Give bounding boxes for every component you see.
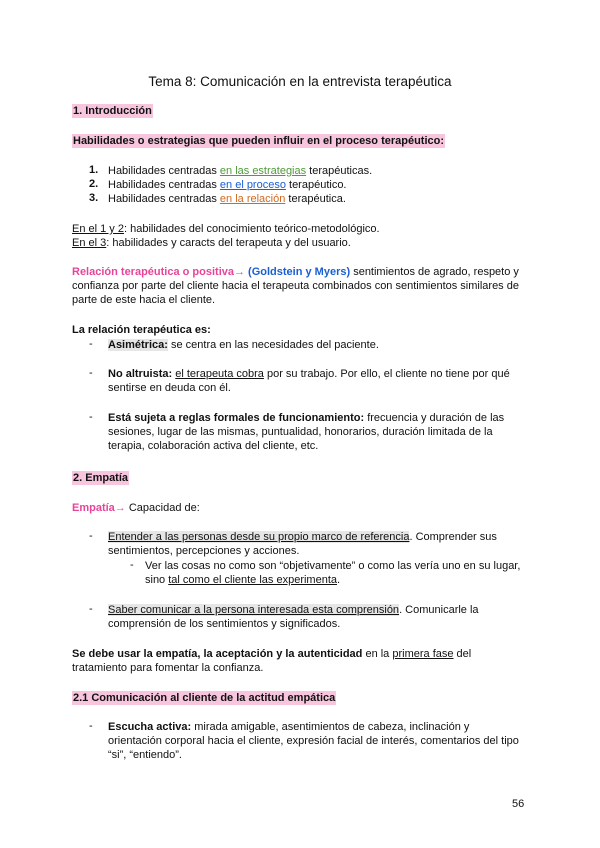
list-item: Habilidades centradas en las estrategias terapéuticas. bbox=[108, 165, 373, 177]
paragraph-line: terapia, colaboración activa del cliente, etc. bbox=[108, 440, 319, 452]
note-3: En el 3: habilidades y caracts del terapeuta y del usuario. bbox=[72, 237, 351, 249]
paragraph-line: sino tal como el cliente las experimenta. bbox=[145, 574, 341, 586]
list-number: 2. bbox=[89, 178, 99, 190]
arrow-icon: → bbox=[234, 266, 245, 278]
list-item: Entender a las personas desde su propio marco de referencia. Comprender sus bbox=[108, 531, 497, 543]
section-heading-comunicacion: 2.1 Comunicación al cliente de la actitud empática bbox=[73, 692, 336, 704]
empatia-usage: Se debe usar la empatía, la aceptación y la autenticidad en la primera fase del bbox=[72, 648, 472, 660]
list-item: Escucha activa: mirada amigable, asentimientos de cabeza, inclinación y bbox=[108, 721, 470, 733]
empatia-definition: Empatía→ Capacidad de: bbox=[72, 502, 200, 514]
dash-icon: - bbox=[89, 530, 93, 542]
subheading-habilidades: Habilidades o estrategias que pueden influir en el proceso terapéutico: bbox=[73, 135, 445, 147]
relacion-es-heading: La relación terapéutica es: bbox=[72, 324, 211, 336]
list-item: Asimétrica: se centra en las necesidades del paciente. bbox=[108, 339, 379, 351]
page-title: Tema 8: Comunicación en la entrevista terapéutica bbox=[148, 74, 452, 89]
paragraph-line: orientación corporal hacia el cliente, expresión facial de interés, comentarios del tipo bbox=[108, 735, 519, 747]
paragraph-line: sesiones, lugar de las mismas, puntualidad, honorarios, duración limitada de la bbox=[108, 426, 493, 438]
list-number: 1. bbox=[89, 164, 99, 176]
list-item: Habilidades centradas en el proceso terapéutico. bbox=[108, 179, 347, 191]
dash-icon: - bbox=[130, 559, 134, 571]
dash-icon: - bbox=[89, 603, 93, 615]
section-heading-introduccion: 1. Introducción bbox=[73, 105, 152, 117]
sub-list-item: Ver las cosas no como son “objetivamente” o como las vería uno en su lugar, bbox=[145, 560, 521, 572]
dash-icon: - bbox=[89, 411, 93, 423]
arrow-icon: → bbox=[114, 502, 126, 514]
page-number: 56 bbox=[512, 798, 525, 810]
paragraph-line: comprensión de los sentimientos y significados. bbox=[108, 618, 341, 630]
paragraph-line: confianza por parte del cliente hacia el terapeuta combinados con sentimientos similares de bbox=[72, 280, 519, 292]
dash-icon: - bbox=[89, 720, 93, 732]
paragraph-line: parte de este hacia el cliente. bbox=[72, 294, 216, 306]
list-number: 3. bbox=[89, 192, 99, 204]
list-item: Habilidades centradas en la relación terapéutica. bbox=[108, 193, 346, 205]
section-heading-empatia: 2. Empatía bbox=[73, 472, 129, 484]
paragraph-line: “si”, “entiendo”. bbox=[108, 749, 182, 761]
note-1-2: En el 1 y 2: habilidades del conocimiento teórico-metodológico. bbox=[72, 223, 380, 235]
paragraph-line: sentirse en deuda con él. bbox=[108, 382, 231, 394]
link-proceso[interactable]: en el proceso bbox=[219, 179, 286, 191]
dash-icon: - bbox=[89, 338, 93, 350]
dash-icon: - bbox=[89, 367, 93, 379]
link-relacion[interactable]: en la relación bbox=[219, 193, 286, 205]
list-item: Saber comunicar a la persona interesada esta comprensión. Comunicarle la bbox=[108, 604, 479, 616]
list-item: No altruista: el terapeuta cobra por su trabajo. Por ello, el cliente no tiene por qué bbox=[108, 368, 510, 380]
paragraph-line: sentimientos, percepciones y acciones. bbox=[108, 545, 300, 557]
list-item: Está sujeta a reglas formales de funcionamiento: frecuencia y duración de las bbox=[108, 412, 505, 424]
paragraph-line: tratamiento para fomentar la confianza. bbox=[72, 662, 264, 674]
relacion-terapeutica-definition: Relación terapéutica o positiva→ (Goldstein y Myers) sentimientos de agrado, respeto y bbox=[72, 266, 519, 278]
link-estrategias[interactable]: en las estrategias bbox=[219, 165, 307, 177]
